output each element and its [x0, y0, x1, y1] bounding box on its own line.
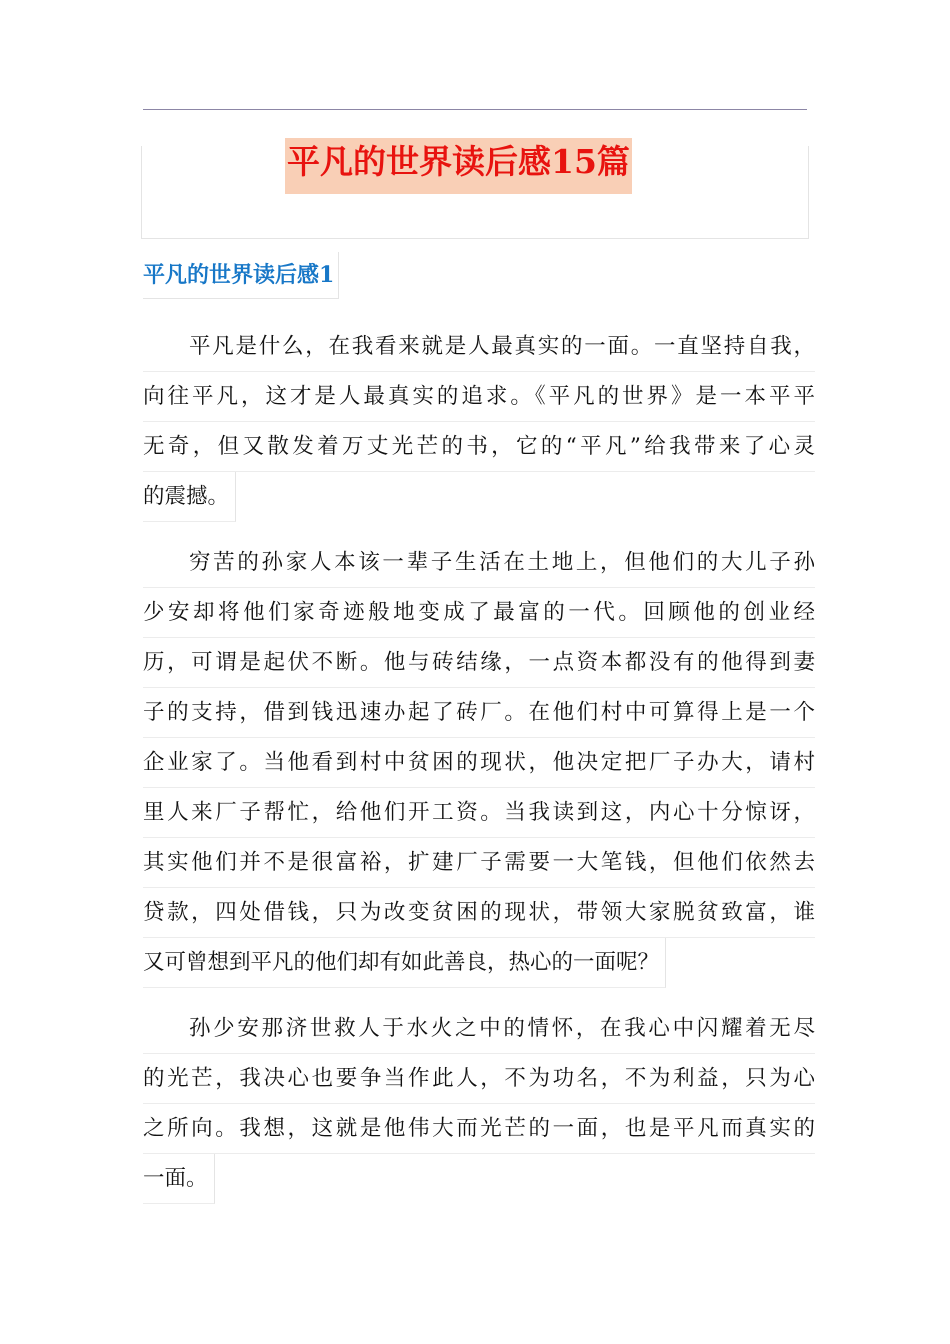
- paragraph-line: 一面。: [143, 1154, 215, 1204]
- paragraph-line: 子的支持，借到钱迅速办起了砖厂。在他们村中可算得上是一个: [143, 688, 815, 738]
- paragraph-1: [143, 322, 815, 522]
- paragraph-line: 穷苦的孙家人本该一辈子生活在土地上，但他们的大儿子孙: [143, 538, 815, 588]
- document-title: 平凡的世界读后感15篇: [285, 138, 632, 194]
- paragraph-line: 无奇，但又散发着万丈光芒的书，它的“平凡”给我带来了心灵: [143, 422, 815, 472]
- paragraph-line: 平凡是什么，在我看来就是人最真实的一面。一直坚持自我，: [143, 322, 815, 372]
- paragraph-line: 其实他们并不是很富裕，扩建厂子需要一大笔钱，但他们依然去: [143, 838, 815, 888]
- paragraph-line: 之所向。我想，这就是他伟大而光芒的一面，也是平凡而真实的: [143, 1104, 815, 1154]
- paragraph-line: 的震撼。: [143, 472, 236, 522]
- paragraph-line: 历，可谓是起伏不断。他与砖结缘，一点资本都没有的他得到妻: [143, 638, 815, 688]
- paragraph-line: 贷款，四处借钱，只为改变贫困的现状，带领大家脱贫致富，谁: [143, 888, 815, 938]
- paragraph-line: 少安却将他们家奇迹般地变成了最富的一代。回顾他的创业经: [143, 588, 815, 638]
- paragraph-line: 企业家了。当他看到村中贫困的现状，他决定把厂子办大，请村: [143, 738, 815, 788]
- paragraph-line: 里人来厂子帮忙，给他们开工资。当我读到这，内心十分惊讶，: [143, 788, 815, 838]
- section-heading: 平凡的世界读后感1: [143, 252, 339, 299]
- paragraph-line: 向往平凡，这才是人最真实的追求。《平凡的世界》是一本平平: [143, 372, 815, 422]
- paragraph-line: 又可曾想到平凡的他们却有如此善良，热心的一面呢？: [143, 938, 666, 988]
- paragraph-line: 孙少安那济世救人于水火之中的情怀，在我心中闪耀着无尽: [143, 1004, 815, 1054]
- header-rule: [143, 109, 807, 110]
- paragraph-line: 的光芒，我决心也要争当作此人，不为功名，不为利益，只为心: [143, 1054, 815, 1104]
- paragraph-3: [143, 1004, 815, 1204]
- paragraph-2: [143, 538, 815, 988]
